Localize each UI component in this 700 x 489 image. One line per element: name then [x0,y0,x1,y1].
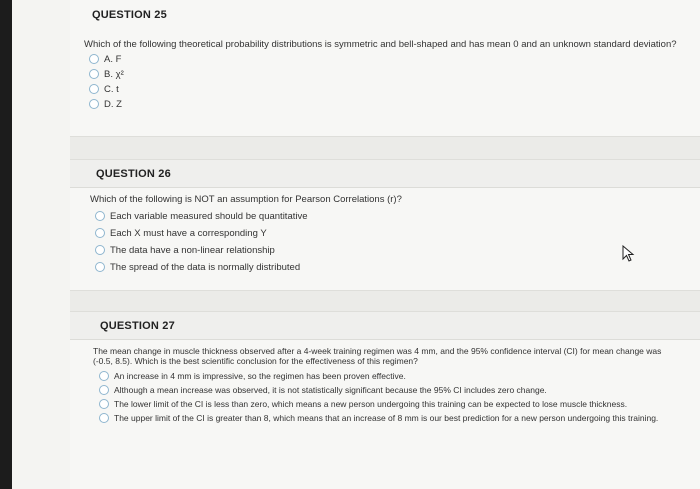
question-27-text: The mean change in muscle thickness observed after a 4-week training regimen was 4 mm, and the 95% confidence interval (CI) for mean change was (-0.5, 8.5). Which is the best scientific conclusion for the effectiveness of this regimen? [93,346,662,366]
option-label: D. Z [104,99,122,110]
radio-button[interactable] [99,413,109,423]
radio-button[interactable] [95,211,105,221]
radio-button[interactable] [89,99,99,109]
option-label: An increase in 4 mm is impressive, so the regimen has been proven effective. [114,371,406,381]
question-27-option-2[interactable] [99,385,676,395]
option-label: The spread of the data is normally distributed [110,262,301,273]
question-26-title: QUESTION 26 [96,167,171,180]
question-27-header [70,312,700,340]
question-separator [70,136,700,160]
question-25-title: QUESTION 25 [92,9,167,21]
radio-button[interactable] [99,385,109,395]
option-label: A. F [104,54,122,65]
question-27-option-1[interactable] [99,371,676,381]
radio-button[interactable] [89,69,99,79]
question-25-text: Which of the following theoretical probability distributions is symmetric and bell-shaped and has mean 0 and an unknown standard deviation? [84,39,677,50]
option-label: C. t [104,84,119,95]
option-label: The lower limit of the CI is less than zero, which means a new person undergoing this training can be expected to lose muscle thickness. [114,399,628,409]
question-separator [70,290,700,312]
radio-button[interactable] [89,54,99,64]
left-edge [0,0,12,489]
question-25-option-d[interactable] [89,99,690,110]
question-25-header [70,0,700,30]
question-26-option-1[interactable] [95,211,690,222]
radio-button[interactable] [99,371,109,381]
question-27-option-3[interactable] [99,399,639,409]
question-26 [70,160,700,290]
radio-button[interactable] [95,262,105,272]
question-25 [70,0,700,136]
option-label: Although a mean increase was observed, it is not statistically significant because the 95% CI includes zero change. [114,385,547,395]
mouse-pointer-icon [622,245,636,263]
question-27-option-4[interactable] [99,413,659,423]
question-27 [70,312,700,489]
radio-button[interactable] [89,84,99,94]
question-26-option-3[interactable] [95,245,690,256]
question-27-title: QUESTION 27 [100,319,175,332]
option-label: The upper limit of the CI is greater than 8, which means that an increase of 8 mm is our best prediction for a new person undergoing this training. [114,413,659,423]
question-26-option-2[interactable] [95,228,690,239]
question-27-options [99,371,676,423]
question-26-text: Which of the following is NOT an assumption for Pearson Correlations (r)? [90,194,402,205]
option-label: Each X must have a corresponding Y [110,228,267,239]
question-26-options [95,211,690,273]
question-25-option-b[interactable] [89,69,690,80]
option-label: Each variable measured should be quantitative [110,211,308,222]
question-26-header [70,160,700,188]
question-25-option-a[interactable] [89,54,690,65]
option-label: The data have a non-linear relationship [110,245,275,256]
option-label: B. χ² [104,69,124,80]
question-25-options [89,54,690,110]
radio-button[interactable] [95,228,105,238]
question-25-option-c[interactable] [89,84,690,95]
radio-button[interactable] [99,399,109,409]
radio-button[interactable] [95,245,105,255]
question-26-option-4[interactable] [95,262,690,273]
